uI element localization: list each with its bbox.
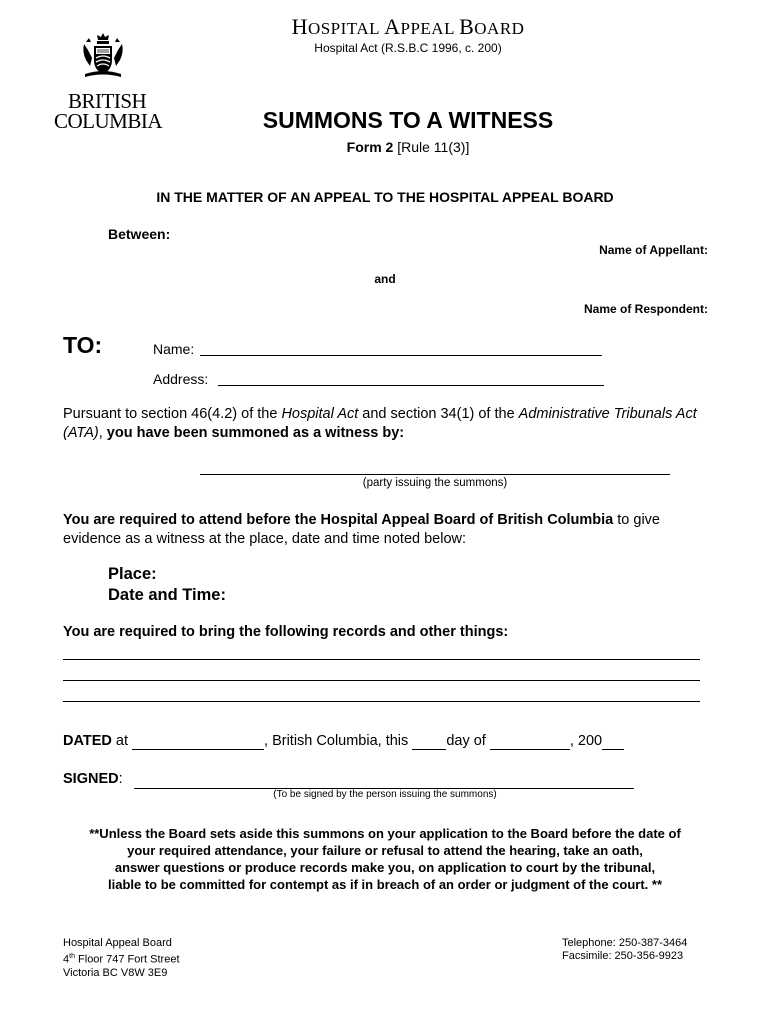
records-heading: You are required to bring the following records and other things: [63, 624, 509, 640]
logo-text-british: BRITISH [68, 89, 147, 113]
issuing-party-field[interactable] [200, 474, 670, 475]
address-city: Victoria BC V8W 3E9 [63, 966, 168, 979]
dated-day-field[interactable] [412, 733, 446, 750]
witness-name-label: Name: [153, 341, 195, 357]
respondent-label: Name of Respondent: [583, 302, 708, 316]
between-label: Between: [108, 226, 171, 242]
dated-month-field[interactable] [490, 733, 570, 750]
facsimile: Facsimile: 250-356-9923 [562, 950, 684, 962]
matter-heading: IN THE MATTER OF AN APPEAL TO THE HOSPITAL APPEAL BOARD [156, 189, 614, 205]
bc-government-logo [54, 32, 163, 133]
witness-address-field[interactable] [218, 385, 604, 386]
address-org: Hospital Appeal Board [63, 937, 172, 949]
board-title: HOSPITAL APPEAL BOARD [291, 14, 525, 39]
contempt-warning: **Unless the Board sets aside this summons on your application to the Board before the date of your required attendance, your failure or refusal to attend the hearing, take an oath, answer questions or produce records make you, on application to court by the tribunal, liable to be committed for contempt as if in breach of an order or judgment of the court. ** [89, 826, 681, 892]
place-label: Place: [108, 565, 157, 583]
dated-line: DATED at , British Columbia, this day of , 200 [63, 733, 624, 750]
to-label: TO: [63, 332, 103, 358]
telephone: Telephone: 250-387-3464 [562, 937, 688, 949]
dated-year-field[interactable] [602, 733, 624, 750]
pursuant-paragraph: Pursuant to section 46(4.2) of the Hospital Act and section 34(1) of the Administrative Tribunals Act (ATA), you have been summoned as a witness by: [63, 406, 697, 441]
witness-name-field[interactable] [200, 355, 602, 356]
board-address [63, 937, 180, 980]
form-number: Form 2 [Rule 11(3)] [346, 139, 470, 155]
records-line-2[interactable] [63, 680, 700, 681]
witness-address-label: Address: [153, 371, 209, 387]
address-street: 4th Floor 747 Fort Street [63, 953, 180, 966]
form-title: SUMMONS TO A WITNESS [262, 107, 554, 133]
records-line-3[interactable] [63, 701, 700, 702]
dated-location-field[interactable] [132, 733, 264, 750]
board-contact [562, 937, 687, 963]
signed-label: SIGNED: [63, 771, 123, 787]
issuing-party-caption: (party issuing the summons) [362, 477, 508, 489]
date-time-label: Date and Time: [108, 586, 226, 604]
attendance-paragraph: You are required to attend before the Hospital Appeal Board of British Columbia to give evidence as a witness at the place, date and time noted below: [63, 512, 660, 547]
and-label: and [374, 272, 396, 286]
logo-text-columbia: COLUMBIA [54, 109, 163, 133]
signature-caption: (To be signed by the person issuing the summons) [273, 789, 497, 800]
appellant-label: Name of Appellant: [599, 243, 708, 257]
act-reference: Hospital Act (R.S.B.C 1996, c. 200) [314, 41, 502, 55]
records-line-1[interactable] [63, 659, 700, 660]
bc-crest-icon [80, 32, 158, 85]
